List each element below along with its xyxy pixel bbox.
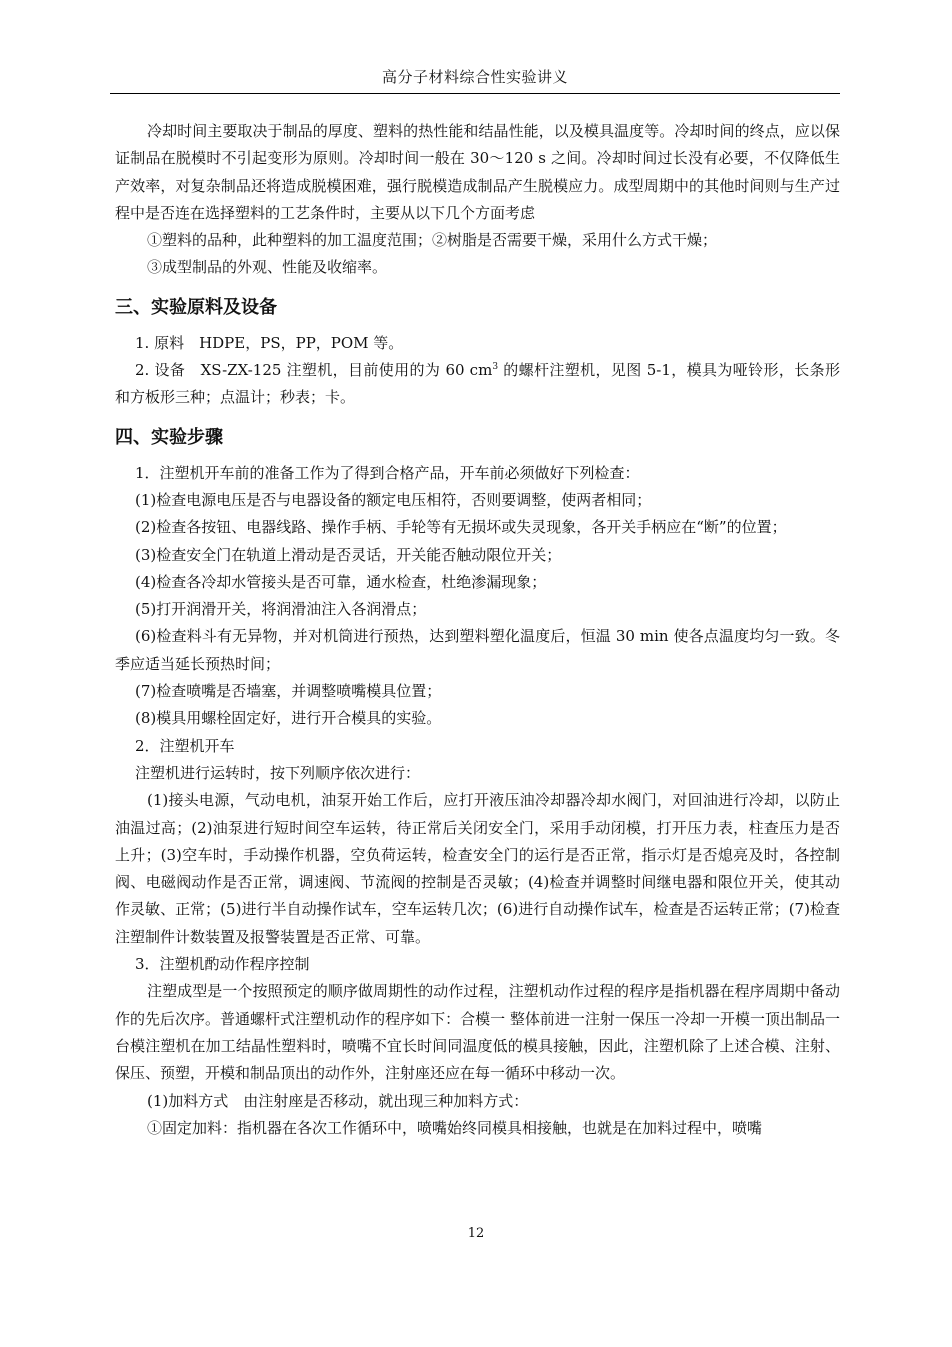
- section-heading-materials: 三、实验原料及设备: [115, 296, 277, 318]
- section-heading-steps: 四、实验步骤: [115, 426, 223, 448]
- check-item-7: (7)检查喷嘴是否墙塞，并调整喷嘴模具位置；: [135, 682, 442, 701]
- step-2-body: (1)接头电源，气动电机，油泵开始工作后，应打开液压油冷却器冷却水阀门，对回油进行冷却，以防止油温过高；(2)油泵进行短时间空车运转，待正常后关闭安全门，采用手动闭模，打开压力表，柱查压力是否上升；(3)空车时，手动操作机器，空负荷运转，检查安全门的运行是否正常，指示灯是否熄亮及时，各控制阀、电磁阀动作是否正常，调速阀、节流阀的控制是否灵敏；(4)检查并调整时间继电器和限位开关，使其动作灵敏、正常；(5)进行半自动操作试车，空车运转几次；(6)进行自动操作试车，检查是否运转正常；(7)检查注塑制件计数装置及报警装置是否正常、可靠。: [115, 791, 840, 946]
- check-item-5: (5)打开润滑开关，将润滑油注入各润滑点；: [135, 600, 427, 619]
- header-rule: [110, 93, 840, 94]
- check-item-4: (4)检查各冷却水管接头是否可靠，通水检查，杜绝渗漏现象；: [135, 572, 547, 591]
- equipment-text-a: 2. 设备 XS-ZX-125 注塑机，目前使用的为 60 cm: [135, 361, 493, 380]
- equipment-item: [115, 357, 840, 412]
- step-3-heading: 3．注塑机酌动作程序控制: [135, 955, 310, 974]
- running-header: 高分子材料综合性实验讲义: [381, 68, 568, 86]
- materials-item: 1. 原料 HDPE，PS，PP，POM 等。: [135, 333, 404, 352]
- page-body: [115, 118, 840, 1142]
- step-3-body: 注塑成型是一个按照预定的顺序做周期性的动作过程，注塑机动作过程的程序是指机器在程序周期中备动作的先后次序。普通螺杆式注塑机动作的程序如下：合模一 整体前进一注射一保压一冷却一开模一顶出制品一台模注塑机在加工结晶性塑料时，喷嘴不宜长时间同温度低的模具接触，因此，注塑机除了上述合模、注射、保压、预塑，开模和制品顶出的动作外，注射座还应在每一循环中移动一次。: [115, 982, 840, 1083]
- step-2-intro: 注塑机进行运转时，按下列顺序依次进行：: [135, 763, 421, 782]
- check-item-2: (2)检查各按钮、电器线路、操作手柄、手轮等有无损坏或失灵现象，各开关手柄应在“断”的位置；: [135, 518, 787, 537]
- check-item-8: (8)模具用螺栓固定好，进行开合模具的实验。: [135, 709, 442, 728]
- step-1-heading: 1．注塑机开车前的准备工作为了得到合格产品，开车前必须做好下列检查：: [135, 463, 640, 482]
- equipment-superscript: 3: [492, 362, 499, 373]
- page-number: 12: [467, 1226, 485, 1241]
- step-2-heading: 2．注塑机开车: [135, 736, 235, 755]
- fixed-feeding: ①固定加料：指机器在各次工作循环中，喷嘴始终同模具相接触，也就是在加料过程中，喷嘴: [147, 1118, 763, 1137]
- check-item-1: (1)检查电源电压是否与电器设备的额定电压相符，否则要调整，使两者相同；: [135, 490, 652, 509]
- paragraph-consideration-2: ③成型制品的外观、性能及收缩率。: [147, 258, 388, 277]
- paragraph-consideration-1: ①塑料的品种，此种塑料的加工温度范围；②树脂是否需要干燥，采用什么方式干燥；: [147, 231, 718, 250]
- check-item-3: (3)检查安全门在轨道上滑动是否灵话，开关能否触动限位开关；: [135, 545, 562, 564]
- paragraph-cooling-time: 冷却时间主要取决于制品的厚度、塑料的热性能和结晶性能，以及模具温度等。冷却时间的终点，应以保证制品在脱模时不引起变形为原则。冷却时间一般在 30～120 s 之间。冷却时间过长没有必要，不仅降低生产效率，对复杂制品还将造成脱模困难，强行脱模造成制品产生脱模应力。成型周期中的其他时间则与生产过程中是否连在选择塑料的工艺条件时，主要从以下几个方面考虑: [115, 122, 840, 222]
- feeding-method: (1)加料方式 由注射座是否移动，就出现三种加料方式：: [147, 1091, 529, 1110]
- equipment-text-b: 的螺杆注塑机，见图 5-1，模具为哑铃形，长条形和方板形三种；点温计；秒表；卡。: [115, 361, 840, 407]
- check-item-6: (6)检查料斗有无异物，并对机筒进行预热，达到塑料塑化温度后，恒温 30 min 使各点温度均匀一致。冬季应适当延长预热时间；: [115, 627, 840, 673]
